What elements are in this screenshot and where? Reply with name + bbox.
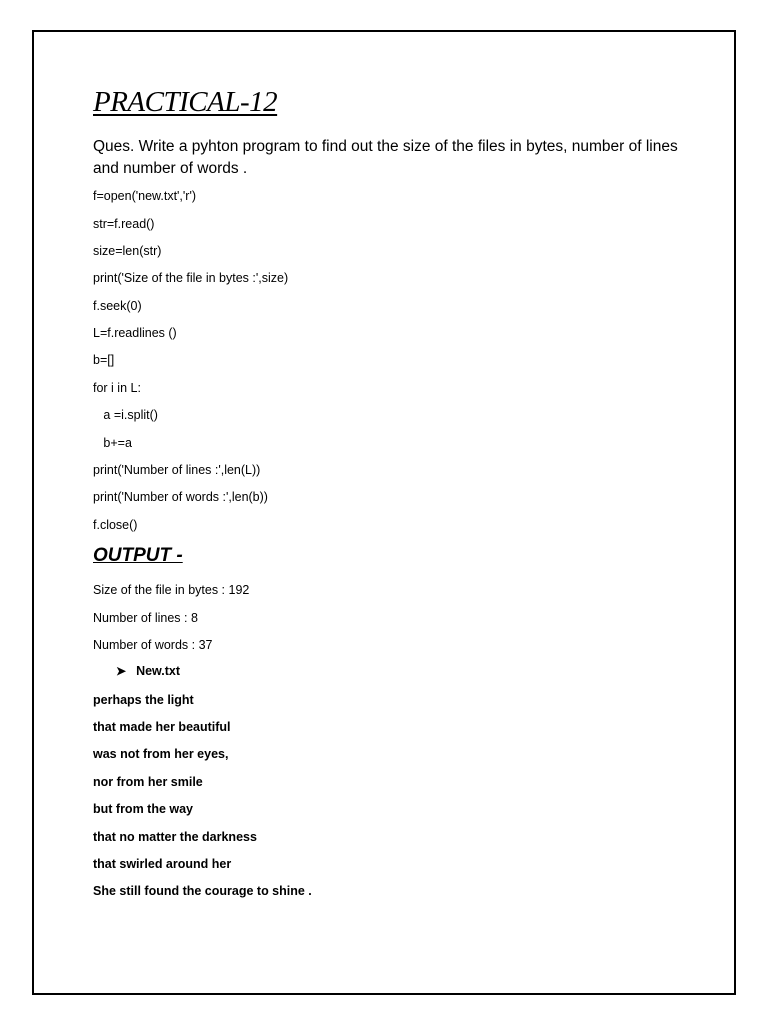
code-line: str=f.read() [93, 217, 155, 231]
poem-line: nor from her smile [93, 775, 203, 789]
code-line: b+=a [93, 436, 132, 450]
code-line: f.close() [93, 518, 138, 532]
output-line: Number of words : 37 [93, 638, 213, 652]
poem-line: was not from her eyes, [93, 747, 229, 761]
code-line: print('Number of lines :',len(L)) [93, 463, 261, 477]
output-line: Number of lines : 8 [93, 611, 198, 625]
code-line: print('Number of words :',len(b)) [93, 490, 268, 504]
output-line: Size of the file in bytes : 192 [93, 583, 250, 597]
code-line: for i in L: [93, 381, 141, 395]
file-bullet [116, 664, 180, 678]
output-heading: OUTPUT - [93, 545, 183, 566]
code-line: f.seek(0) [93, 299, 142, 313]
poem-line: that made her beautiful [93, 720, 231, 734]
code-line: print('Size of the file in bytes :',size) [93, 271, 289, 285]
poem-line: that no matter the darkness [93, 830, 257, 844]
question-text: Ques. Write a pyhton program to find out the size of the files in bytes, number of lines and number of words . [93, 138, 678, 177]
code-line: size=len(str) [93, 244, 162, 258]
arrow-bullet-icon: ➤ [116, 664, 127, 678]
code-line: L=f.readlines () [93, 326, 177, 340]
page-title: PRACTICAL-12 [93, 86, 278, 118]
poem-line: She still found the courage to shine . [93, 884, 312, 898]
poem-line: but from the way [93, 802, 194, 816]
poem-line: perhaps the light [93, 693, 194, 707]
code-line: f=open('new.txt','r') [93, 189, 196, 203]
code-line: b=[] [93, 353, 115, 367]
code-line: a =i.split() [93, 408, 158, 422]
file-bullet-label: New.txt [136, 664, 181, 678]
poem-line: that swirled around her [93, 857, 232, 871]
